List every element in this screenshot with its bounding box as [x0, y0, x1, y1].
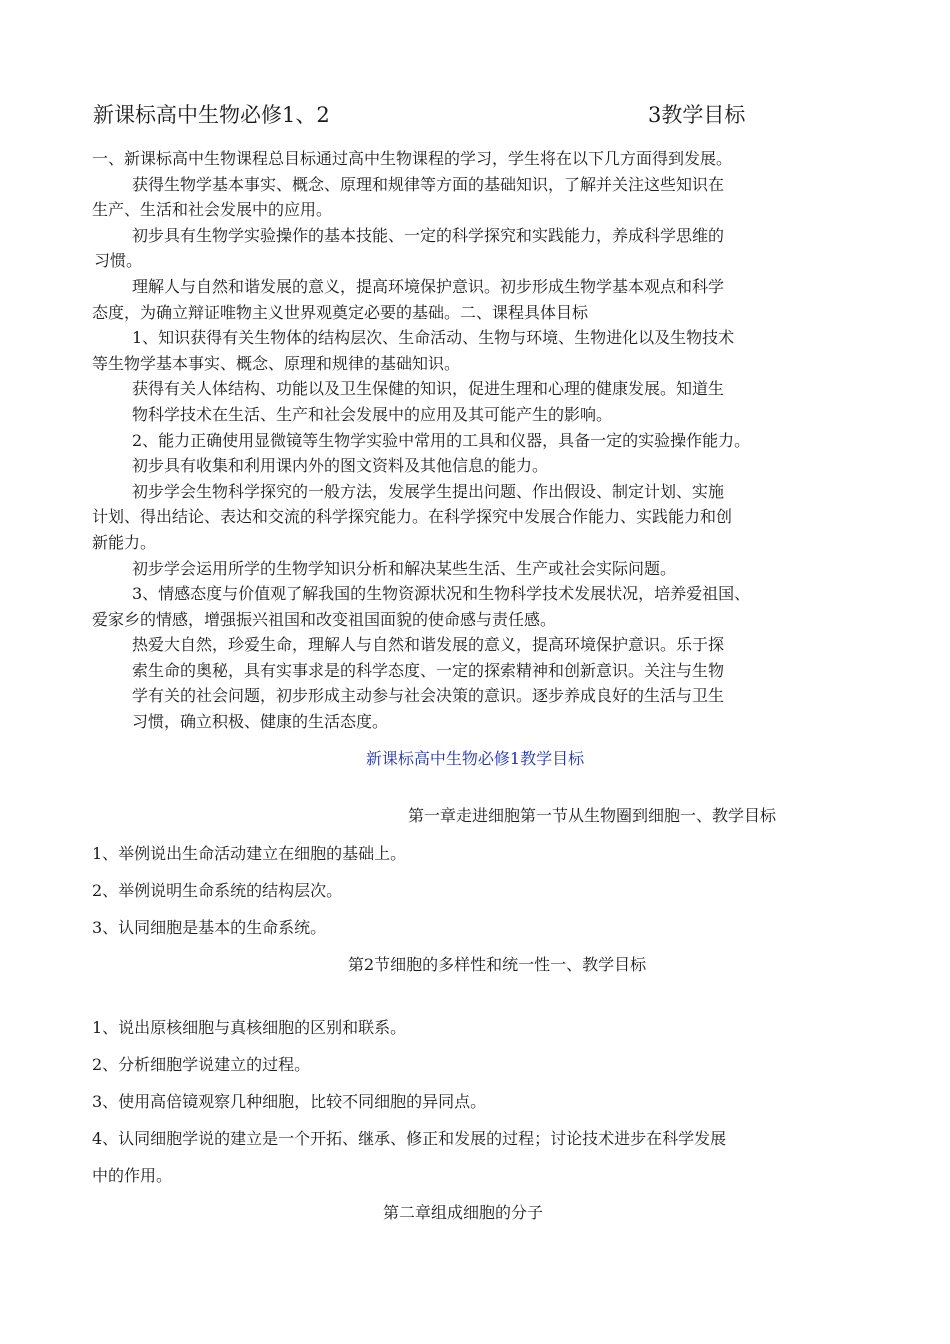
- paragraph-line: 物科学技术在生活、生产和社会发展中的应用及其可能产生的影响。: [132, 404, 613, 424]
- paragraph-line: 习惯。: [94, 251, 143, 271]
- intro-body: [92, 146, 872, 735]
- list-item: 1、说出原核细胞与真核细胞的区别和联系。: [92, 1018, 407, 1037]
- paragraph-line: 爱家乡的情感，增强振兴祖国和改变祖国面貌的使命感与责任感。: [92, 609, 557, 629]
- paragraph-line: 态度，为确立辩证唯物主义世界观奠定必要的基础。二、课程具体目标: [92, 302, 589, 322]
- paragraph-line: 理解人与自然和谐发展的意义，提高环境保护意识。初步形成生物学基本观点和科学: [132, 276, 725, 296]
- paragraph-line: 等生物学基本事实、概念、原理和规律的基础知识。: [92, 353, 461, 373]
- paragraph-line: 生产、生活和社会发展中的应用。: [92, 200, 333, 220]
- paragraph-line: 新能力。: [92, 532, 157, 552]
- paragraph-line: 热爱大自然，珍爱生命，理解人与自然和谐发展的意义，提高环境保护意识。乐于探: [132, 635, 725, 655]
- paragraph-line: 索生命的奥秘，具有实事求是的科学态度、一定的探索精神和创新意识。关注与生物: [132, 660, 725, 680]
- paragraph-line: 获得生物学基本事实、概念、原理和规律等方面的基础知识，了解并关注这些知识在: [132, 174, 725, 194]
- paragraph-line: 2、能力正确使用显微镜等生物学实验中常用的工具和仪器，具备一定的实验操作能力。: [132, 430, 751, 450]
- list-item: 中的作用。: [92, 1166, 173, 1185]
- paragraph-line: 1、知识获得有关生物体的结构层次、生命活动、生物与环境、生物进化以及生物技术: [132, 328, 735, 348]
- paragraph-line: 3、情感态度与价值观了解我国的生物资源状况和生物科学技术发展状况，培养爱祖国、: [132, 584, 751, 604]
- section-subtitle: 新课标高中生物必修1教学目标: [365, 749, 585, 768]
- chapter2-heading: 第二章组成细胞的分子: [383, 1203, 544, 1222]
- paragraph-line: 初步学会运用所学的生物学知识分析和解决某些生活、生产或社会实际问题。: [132, 558, 677, 578]
- paragraph-line: 一、新课标高中生物课程总目标通过高中生物课程的学习，学生将在以下几方面得到发展。: [92, 149, 733, 168]
- paragraph-line: 计划、得出结论、表达和交流的科学探究能力。在科学探究中发展合作能力、实践能力和创: [92, 507, 733, 527]
- paragraph-line: 初步具有生物学实验操作的基本技能、一定的科学探究和实践能力，养成科学思维的: [132, 225, 725, 245]
- list-item: 3、认同细胞是基本的生命系统。: [92, 918, 327, 937]
- paragraph-line: 初步学会生物科学探究的一般方法，发展学生提出问题、作出假设、制定计划、实施: [132, 481, 725, 501]
- paragraph-line: 学有关的社会问题，初步形成主动参与社会决策的意识。逐步养成良好的生活与卫生: [132, 686, 725, 706]
- list-item: 4、认同细胞学说的建立是一个开拓、继承、修正和发展的过程；讨论技术进步在科学发展: [92, 1129, 727, 1148]
- list-item: 2、分析细胞学说建立的过程。: [92, 1055, 311, 1074]
- list-item: 2、举例说明生命系统的结构层次。: [92, 881, 343, 900]
- list-item: 3、使用高倍镜观察几种细胞，比较不同细胞的异同点。: [92, 1092, 487, 1111]
- chapter1-heading: 第一章走进细胞第一节从生物圈到细胞一、教学目标: [408, 806, 777, 825]
- paragraph-line: 习惯，确立积极、健康的生活态度。: [132, 712, 389, 732]
- section2-heading: 第2节细胞的多样性和统一性一、教学目标: [348, 955, 647, 974]
- page-title-right: 3教学目标: [648, 103, 746, 127]
- list-item: 1、举例说出生命活动建立在细胞的基础上。: [92, 844, 407, 863]
- paragraph-line: 获得有关人体结构、功能以及卫生保健的知识，促进生理和心理的健康发展。知道生: [132, 379, 725, 399]
- paragraph-line: 初步具有收集和利用课内外的图文资料及其他信息的能力。: [132, 456, 549, 476]
- page-title-left: 新课标高中生物必修1、2: [93, 103, 330, 127]
